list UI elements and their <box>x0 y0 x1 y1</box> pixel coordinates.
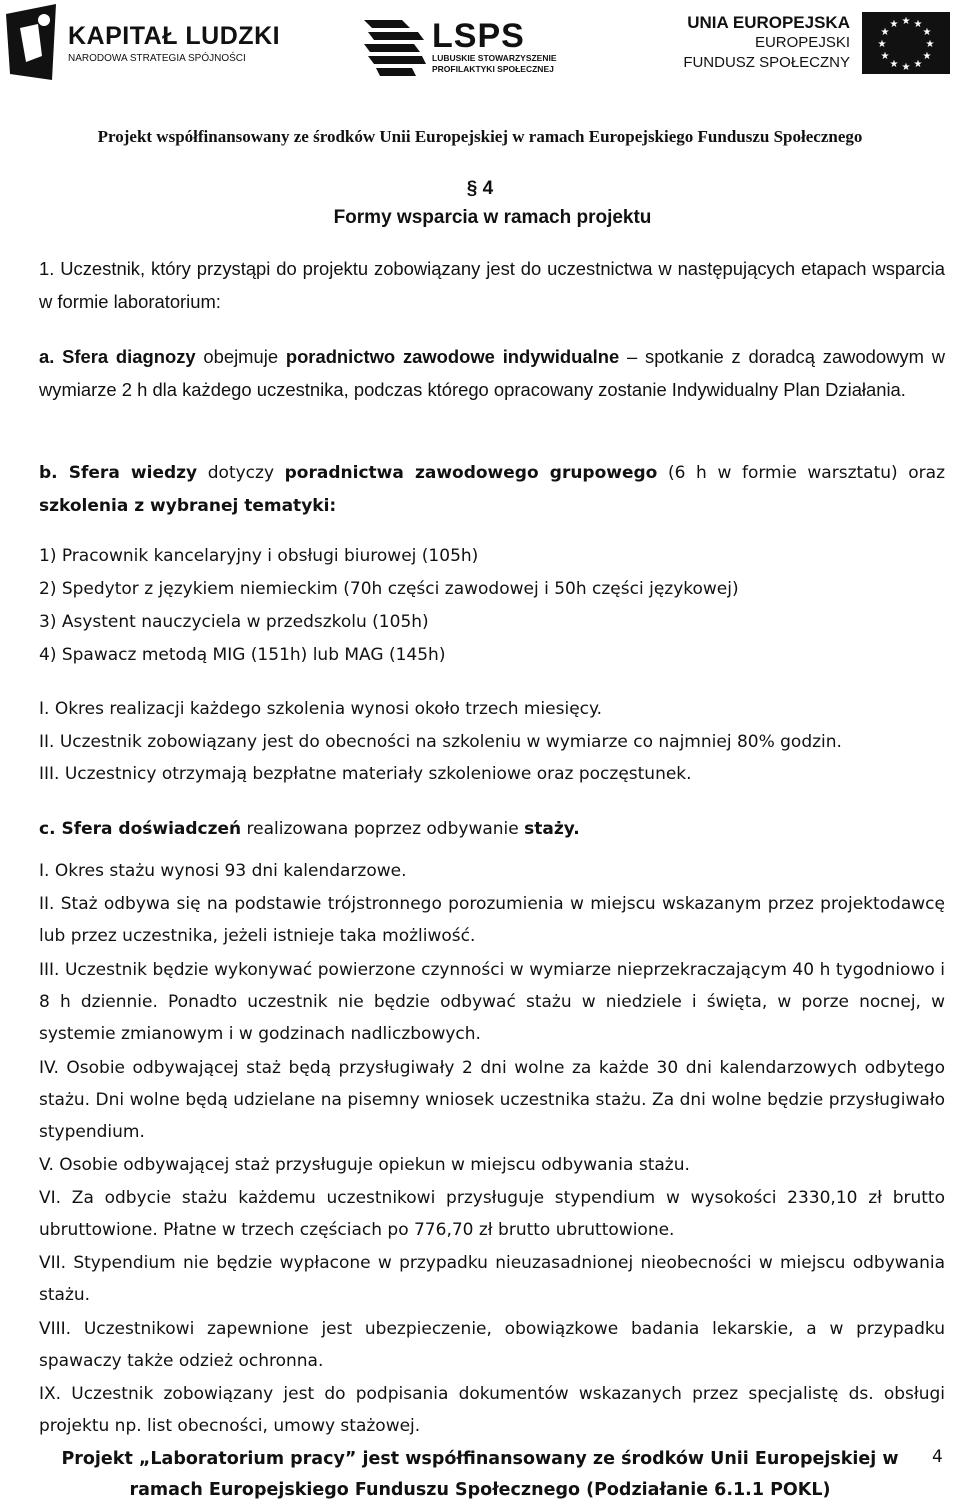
svg-text:★: ★ <box>901 16 911 27</box>
sphere-a-label: a. Sfera diagnozy <box>39 346 196 367</box>
sphere-b <box>39 457 945 523</box>
sphere-c-text1: realizowana poprzez odbywanie <box>241 819 525 839</box>
sphere-a-bold1: poradnictwo zawodowe indywidualne <box>285 346 620 367</box>
sphere-b-text2: (6 h w formie warsztatu) oraz <box>657 463 945 483</box>
c-note: VII. Stypendium nie będzie wypłacone w przypadku nieuzasadnionej nieobecności w miejscu odbywania stażu. <box>39 1253 945 1305</box>
sphere-b-bold2: szkolenia z wybranej tematyki: <box>39 496 337 516</box>
c-note: VI. Za odbycie stażu każdemu uczestnikowi przysługuje stypendium w wysokości 2330,10 zł brutto ubruttowione. Płatne w trzech częściach po 776,70 zł brutto ubruttowione. <box>39 1188 945 1240</box>
lsps-line1: LUBUSKIE STOWARZYSZENIE <box>432 53 557 63</box>
lsps-line2: PROFILAKTYKI SPOŁECZNEJ <box>432 64 554 74</box>
c-note: II. Staż odbywa się na podstawie trójstronnego porozumienia w miejscu wskazanym przez projektodawcę lub przez uczestnika, jeżeli istnieje taka możliwość. <box>39 894 945 946</box>
b-note: I. Okres realizacji każdego szkolenia wynosi około trzech miesięcy. <box>39 699 603 719</box>
section-title: Formy wsparcia w ramach projektu <box>333 207 652 228</box>
lsps-title: LSPS <box>432 17 525 55</box>
training-item: 3) Asystent nauczyciela w przedszkolu (105h) <box>39 612 429 632</box>
c-note: I. Okres stażu wynosi 93 dni kalendarzowe. <box>39 861 407 881</box>
svg-text:★: ★ <box>922 27 932 38</box>
sphere-a-text1: obejmuje <box>195 346 286 367</box>
page-number: 4 <box>932 1447 943 1467</box>
svg-text:★: ★ <box>880 27 890 38</box>
sphere-b-bold1: poradnictwa zawodowego grupowego <box>284 463 658 483</box>
b-note: II. Uczestnik zobowiązany jest do obecności na szkoleniu w wymiarze co najmniej 80% godzin. <box>39 732 842 752</box>
cofinance-note: Projekt współfinansowany ze środków Unii Europejskiej w ramach Europejskiego Funduszu Społecznego <box>97 127 863 146</box>
c-note: IX. Uczestnik zobowiązany jest do podpisania dokumentów wskazanych przez specjalistę ds. obsługi projektu np. list obecności, umowy stażowej. <box>39 1384 945 1436</box>
sphere-a <box>39 340 945 406</box>
c-note: VIII. Uczestnikowi zapewnione jest ubezpieczenie, obowiązkowe badania lekarskie, a w przypadku spawaczy także odzież ochronna. <box>39 1319 945 1371</box>
svg-text:★: ★ <box>925 39 935 50</box>
kapital-ludzki-emblem-icon <box>2 4 60 82</box>
sphere-b-label: b. Sfera wiedzy <box>39 463 198 483</box>
training-item: 2) Spedytor z językiem niemieckim (70h części zawodowej i 50h części językowej) <box>39 579 739 599</box>
svg-text:★: ★ <box>901 62 911 73</box>
sphere-c <box>39 813 945 845</box>
kapital-ludzki-subtitle: NARODOWA STRATEGIA SPÓJNOŚCI <box>68 53 246 64</box>
svg-text:★: ★ <box>889 59 899 70</box>
eu-line3: FUNDUSZ SPOŁECZNY <box>683 54 850 71</box>
c-note: V. Osobie odbywającej staż przysługuje opiekun w miejscu odbywania stażu. <box>39 1155 690 1175</box>
svg-text:★: ★ <box>922 51 932 62</box>
footer-line1: Projekt „Laboratorium pracy” jest współfinansowany ze środków Unii Europejskiej w <box>61 1449 899 1469</box>
sphere-b-text1: dotyczy <box>197 463 285 483</box>
svg-text:★: ★ <box>880 51 890 62</box>
sphere-c-bold1: staży. <box>524 819 580 839</box>
svg-text:★: ★ <box>913 59 923 70</box>
eu-flag-icon <box>862 12 950 74</box>
kapital-ludzki-logo <box>2 4 280 82</box>
sphere-a-text2: – spotkanie z doradcą zawodowym w wymiarze 2 h dla każdego uczestnika, podczas którego opracowany zostanie Indywidualny Plan Działania. <box>39 346 946 400</box>
sphere-c-label: c. Sfera doświadczeń <box>39 819 242 839</box>
footer-line2: ramach Europejskiego Funduszu Społecznego (Podziałanie 6.1.1 POKL) <box>129 1480 831 1500</box>
eu-line2: EUROPEJSKI <box>754 34 850 51</box>
footer-note <box>0 1444 960 1506</box>
header-logos <box>0 0 960 100</box>
c-note: IV. Osobie odbywającej staż będą przysługiwały 2 dni wolne za każde 30 dni kalendarzowych odbytego stażu. Dni wolne będą udzielane na pisemny wniosek uczestnika stażu. Za dni wolne będzie przysługiwało stypendium. <box>39 1058 945 1142</box>
lsps-emblem-icon <box>362 16 426 78</box>
lsps-logo <box>362 16 557 78</box>
eu-logo <box>683 12 950 74</box>
b-note: III. Uczestnicy otrzymają bezpłatne materiały szkoleniowe oraz poczęstunek. <box>39 764 692 784</box>
eu-line1: UNIA EUROPEJSKA <box>687 13 850 32</box>
section-number: § 4 <box>466 178 494 199</box>
kapital-ludzki-title: KAPITAŁ LUDZKI <box>68 22 281 50</box>
training-item: 4) Spawacz metodą MIG (151h) lub MAG (145h) <box>39 645 446 665</box>
svg-text:★: ★ <box>877 39 887 50</box>
svg-text:★: ★ <box>889 19 899 30</box>
training-item: 1) Pracownik kancelaryjny i obsługi biurowej (105h) <box>39 546 479 566</box>
c-note: III. Uczestnik będzie wykonywać powierzone czynności w wymiarze nieprzekraczającym 40 h tygodniowo i 8 h dziennie. Ponadto uczestnik nie będzie odbywać stażu w niedziele i święta, w porze nocnej, w systemie zmianowym i w godzinach nadliczbowych. <box>39 960 945 1044</box>
svg-text:★: ★ <box>913 19 923 30</box>
point-1: 1. Uczestnik, który przystąpi do projektu zobowiązany jest do uczestnictwa w następujących etapach wsparcia w formie laboratorium: <box>39 258 945 312</box>
